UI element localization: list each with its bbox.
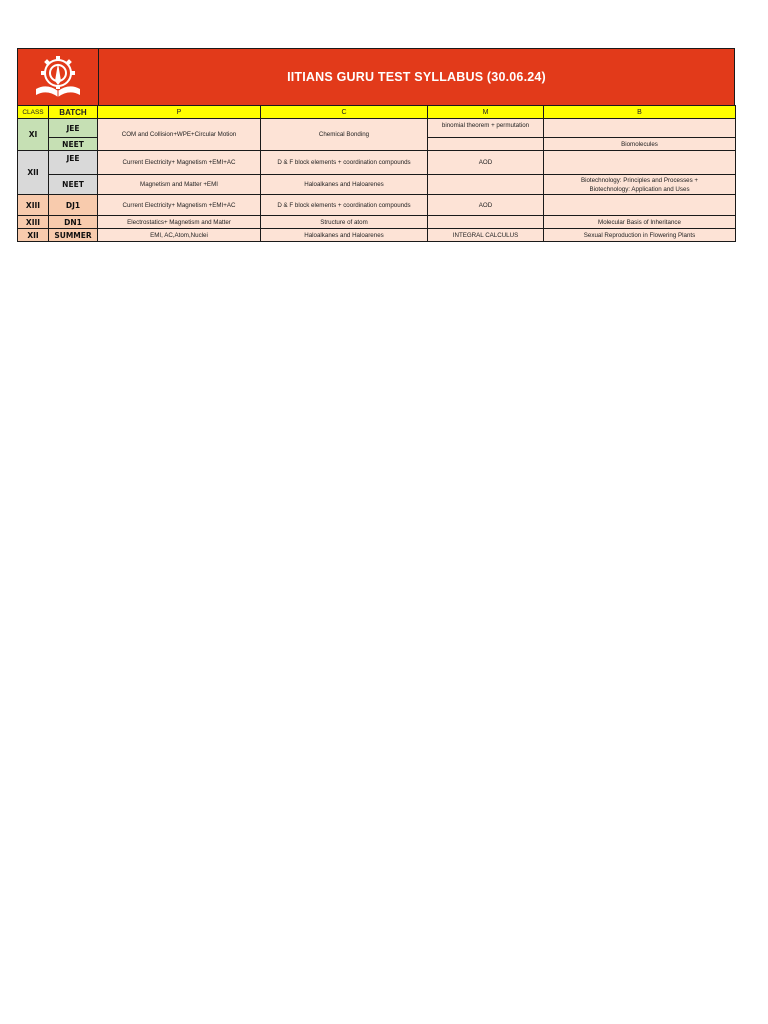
subject-b-cell (544, 195, 736, 216)
header-banner (17, 48, 735, 105)
subject-c-cell: Haloalkanes and Haloarenes (261, 229, 428, 242)
batch-cell: JEE (49, 151, 98, 175)
class-cell: XII (18, 229, 49, 242)
table-row (18, 151, 736, 175)
subject-p-cell: EMI, AC,Atom,Nuclei (98, 229, 261, 242)
syllabus-table (17, 105, 736, 242)
class-cell: XII (18, 151, 49, 195)
batch-cell: SUMMER (49, 229, 98, 242)
subject-b-line: Biotechnology: Application and Uses (589, 185, 690, 193)
subject-b-line: Biotechnology: Principles and Processes + (580, 176, 699, 184)
subject-m-cell: binomial theorem + permutation (428, 119, 544, 138)
column-header-p: P (98, 106, 261, 119)
batch-cell: DN1 (49, 216, 98, 229)
column-header-batch: BATCH (49, 106, 98, 119)
column-header-class: CLASS (18, 106, 49, 119)
subject-p-cell: Magnetism and Matter +EMI (98, 175, 261, 195)
column-header-b: B (544, 106, 736, 119)
subject-m-cell (428, 216, 544, 229)
table-row (18, 175, 736, 195)
subject-c-cell: Chemical Bonding (261, 119, 428, 151)
subject-p-cell: Electrostatics+ Magnetism and Matter (98, 216, 261, 229)
subject-m-cell: AOD (428, 151, 544, 175)
column-header-m: M (428, 106, 544, 119)
subject-p-cell: COM and Collision+WPE+Circular Motion (98, 119, 261, 151)
class-cell: XI (18, 119, 49, 151)
subject-p-cell: Current Electricity+ Magnetism +EMI+AC (98, 195, 261, 216)
gear-book-logo-icon (28, 51, 88, 103)
class-cell: XIII (18, 195, 49, 216)
class-cell: XIII (18, 216, 49, 229)
syllabus-sheet (17, 48, 735, 242)
batch-cell: NEET (49, 175, 98, 195)
subject-b-cell (544, 119, 736, 138)
subject-b-cell (544, 175, 736, 195)
subject-m-cell: AOD (428, 195, 544, 216)
table-row (18, 229, 736, 242)
subject-m-cell: INTEGRAL CALCULUS (428, 229, 544, 242)
subject-c-cell: Haloalkanes and Haloarenes (261, 175, 428, 195)
column-header-c: C (261, 106, 428, 119)
batch-cell: NEET (49, 138, 98, 151)
table-row (18, 119, 736, 138)
subject-c-cell: Structure of atom (261, 216, 428, 229)
logo (18, 49, 99, 105)
subject-b-cell: Molecular Basis of Inheritance (544, 216, 736, 229)
batch-cell: DJ1 (49, 195, 98, 216)
subject-b-cell: Sexual Reproduction in Flowering Plants (544, 229, 736, 242)
subject-b-cell: Biomolecules (544, 138, 736, 151)
subject-c-cell: D & F block elements + coordination compounds (261, 195, 428, 216)
subject-b-cell (544, 151, 736, 175)
table-row (18, 216, 736, 229)
table-row (18, 195, 736, 216)
batch-cell: JEE (49, 119, 98, 138)
subject-m-cell (428, 175, 544, 195)
page-title: IITIANS GURU TEST SYLLABUS (30.06.24) (99, 49, 734, 105)
subject-c-cell: D & F block elements + coordination compounds (261, 151, 428, 175)
table-header-row (18, 106, 736, 119)
subject-m-cell (428, 138, 544, 151)
subject-p-cell: Current Electricity+ Magnetism +EMI+AC (98, 151, 261, 175)
